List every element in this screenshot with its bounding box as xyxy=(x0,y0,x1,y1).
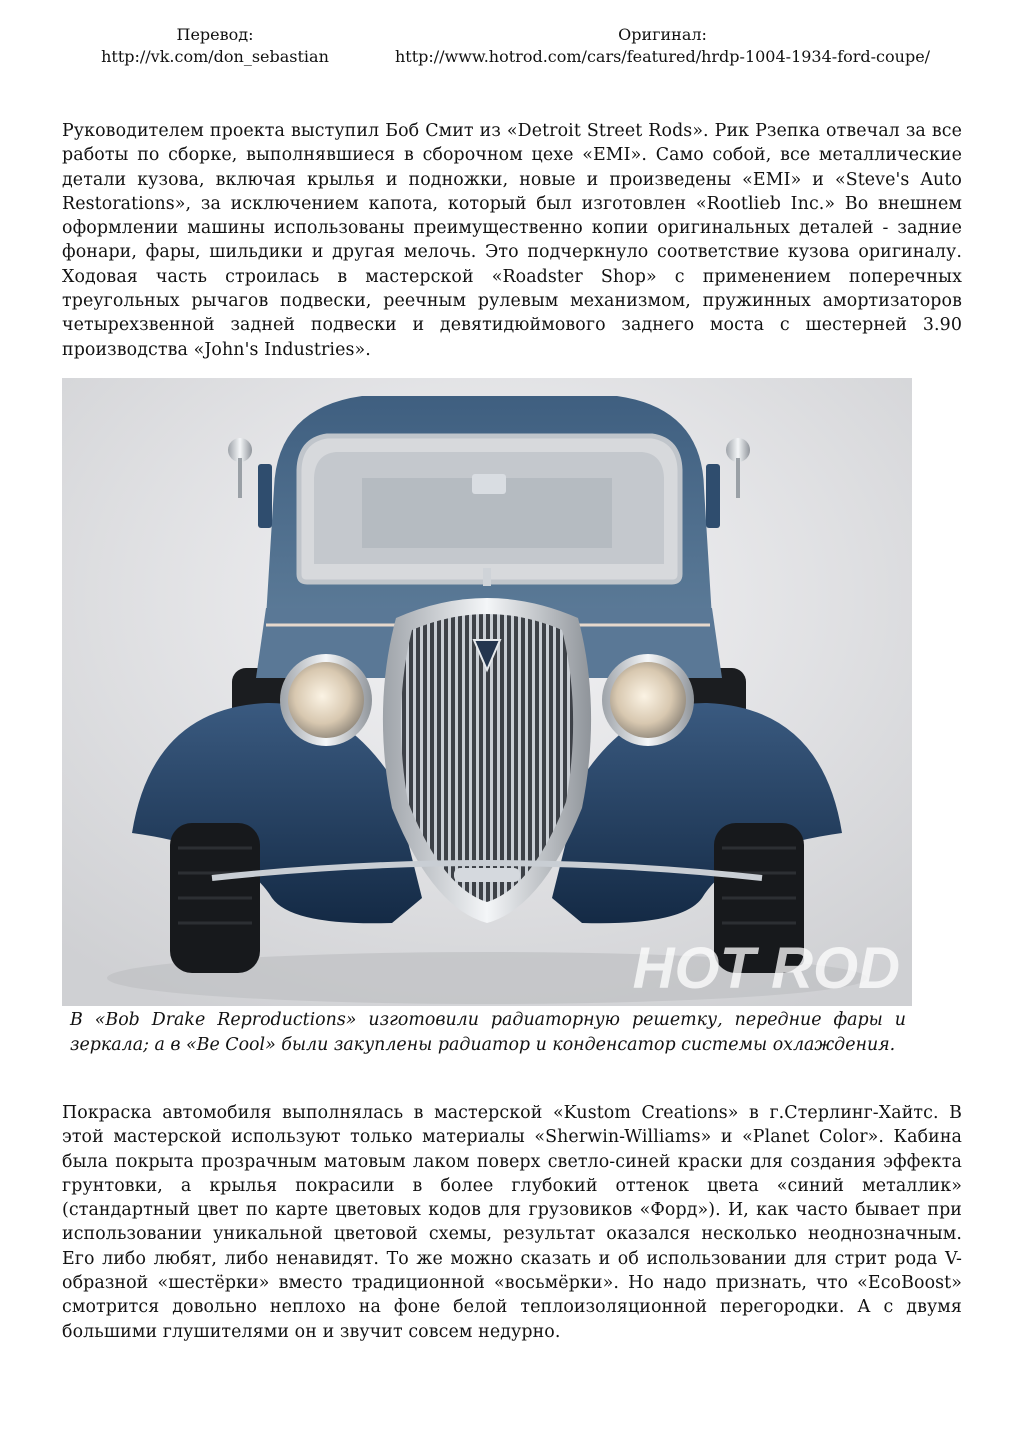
car-photo xyxy=(62,378,912,1006)
original-label: Оригинал: xyxy=(618,25,707,44)
ford-coupe-illustration xyxy=(62,378,912,1006)
translation-credit xyxy=(70,24,360,68)
original-credit xyxy=(365,24,960,68)
translator-link[interactable]: http://vk.com/don_sebastian xyxy=(101,47,329,66)
hot-rod-watermark: HOT ROD xyxy=(632,936,900,1001)
photo-caption: В «Bob Drake Reproductions» изготовили радиаторную решетку, передние фары и зеркала; а в «Be Cool» были закуплены радиатор и конденсатор системы охлаждения. xyxy=(70,1010,906,1055)
body-paragraph-1: Руководителем проекта выступил Боб Смит из «Detroit Street Rods». Рик Рзепка отвечал за все работы по сборке, выполнявшиеся в сборочном цехе «EMI». Само собой, все металлические детали кузова, включая крылья и подножки, новые и произведены «EMI» и «Steve's Auto Restorations», за исключением капота, который был изготовлен «Rootlieb Inc.» Во внешнем оформлении машины использованы преимущественно копии оригинальных деталей - задние фонари, фары, шильдики и другая мелочь. Это подчеркнуло соответствие кузова оригиналу. Ходовая часть строилась в мастерской «Roadster Shop» с применением поперечных треугольных рычагов подвески, реечным рулевым механизмом, пружинных амортизаторов четырехзвенной задней подвески и девятидюймового заднего моста с шестерней 3.90 производства «John's Industries». xyxy=(62,121,962,360)
original-source-link[interactable]: http://www.hotrod.com/cars/featured/hrdp-1004-1934-ford-coupe/ xyxy=(394,47,931,66)
body-paragraph-2: Покраска автомобиля выполнялась в мастерской «Kustom Creations» в г.Стерлинг-Хайтс. В этой мастерской используют только материалы «Sherwin-Williams» и «Planet Color». Кабина была покрыта прозрачным матовым лаком поверх светло-синей краски для создания эффекта грунтовки, а крылья покрасили в более глубокий оттенок цвета «синий металлик» (стандартный цвет по карте цветовых кодов для грузовиков «Форд»). И, как часто бывает при использовании уникальной цветовой схемы, результат оказался несколько неоднозначным. Его либо любят, либо ненавидят. То же можно сказать и об использовании для стрит рода V-образной «шестёрки» вместо традиционной «восьмёрки». Но надо признать, что «EcoBoost» смотрится довольно неплохо на фоне белой теплоизоляционной перегородки. А с двумя большими глушителями он и звучит совсем недурно. xyxy=(62,1103,962,1342)
translation-label: Перевод: xyxy=(176,25,254,44)
